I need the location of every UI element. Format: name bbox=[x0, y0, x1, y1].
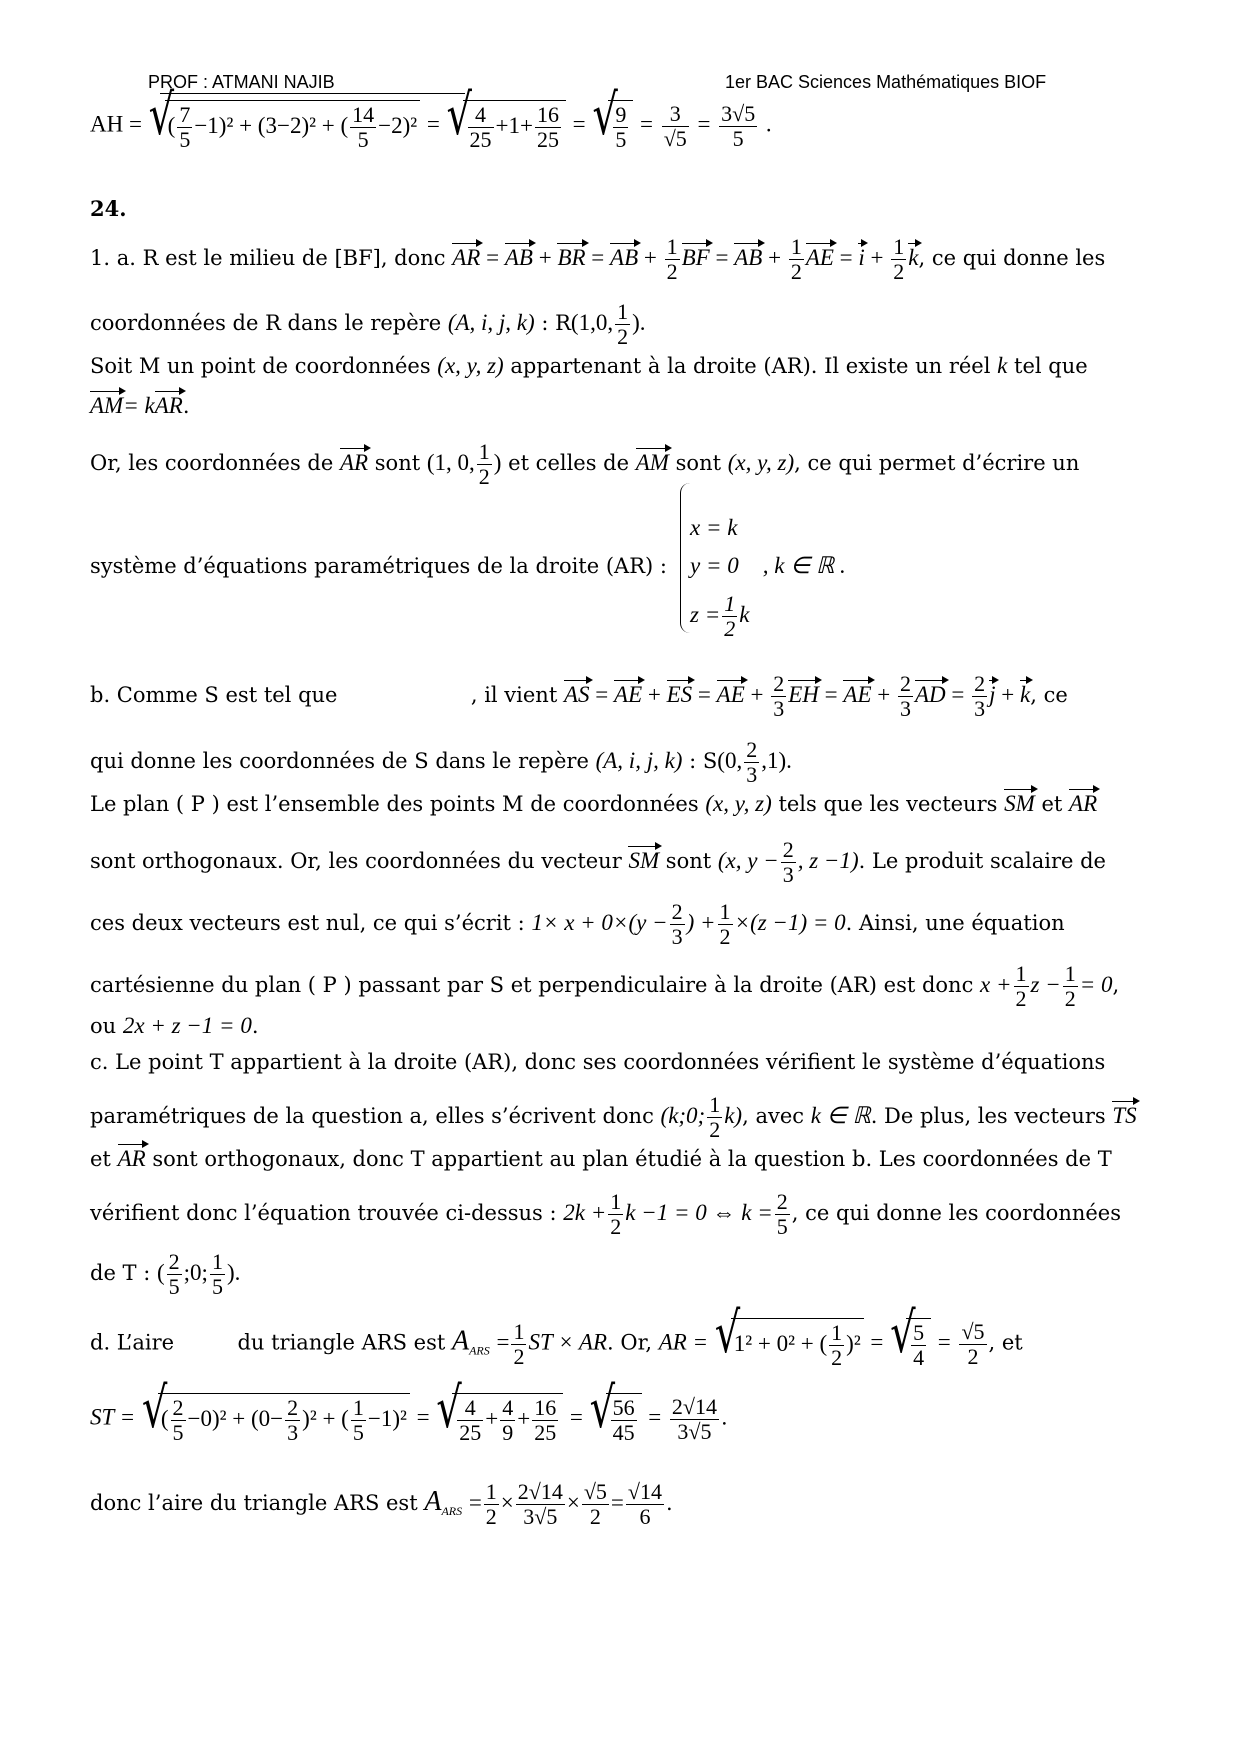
ah-equation: AH = √ ( $\frac{7}{5}$ −1)² + (3−2)² + ( $\frac{14}{5}$ −2)² = √ $\frac{4}{25}$ +1+ $\frac{16}{25}$ = √ $\frac{9}{5}$ = $\frac{3}{√5}$ = $\frac{3√5}{5}$ . bbox=[90, 100, 772, 152]
ah-sqrt: √ ( $\frac{7}{5}$ −1)² + (3−2)² + ( $\frac{14}{5}$ −2)² bbox=[149, 100, 421, 152]
pc-line1: c. Le point T appartient à la droite (AR), donc ses coordonnées vérifient le système d’équations bbox=[90, 1050, 1106, 1074]
pb-line5: ces deux vecteurs est nul, ce qui s’écrit : 1× x + 0×(y − $\frac{2}{3}$ ) + $\frac{1}{2}$ ×(z −1) = 0. Ainsi, une équation bbox=[90, 899, 1065, 949]
pb-line7: ou 2x + z −1 = 0. bbox=[90, 1013, 259, 1038]
system-eq2: y = 0 , k ∈ ℝ . bbox=[690, 553, 846, 578]
pb-line1: b. Comme S est tel que , il vient AS = AE + ES = AE + $\frac{2}{3}$ EH = AE + $\frac{2}{3}$ AD = $\frac{2}{3}$ j + k, ce bbox=[90, 671, 1068, 721]
pb-line2: qui donne les coordonnées de S dans le repère (A, i, j, k) : S(0, $\frac{2}{3}$ ,1). bbox=[90, 737, 792, 787]
p1a-line5: Or, les coordonnées de AR sont (1, 0, $\frac{1}{2}$ ) et celles de AM sont (x, y, z), ce qui permet d’écrire un bbox=[90, 439, 1080, 489]
pc-line5: de T : ( $\frac{2}{5}$ ;0; $\frac{1}{5}$ ). bbox=[90, 1249, 241, 1299]
header-course: 1er BAC Sciences Mathématiques BIOF bbox=[725, 72, 1047, 92]
pd-line2: ST = √ ( $\frac{2}{5}$ −0)² + (0− $\frac{2}{3}$ )² + ( $\frac{1}{5}$ −1)² = √ $\frac{4}{25}$ + $\frac{4}{9}$ + $\frac{16}{25}$ = √ $\frac{56}{45}$ = $\frac{2√14}{3√5}$ . bbox=[90, 1393, 728, 1445]
pb-line4: sont orthogonaux. Or, les coordonnées du vecteur SM sont (x, y − $\frac{2}{3}$ , z −1). Le produit scalaire de bbox=[90, 837, 1106, 887]
p1a-line3: Soit M un point de coordonnées (x, y, z) appartenant à la droite (AR). Il existe un réel k tel que bbox=[90, 353, 1088, 378]
pc-line2: paramétriques de la question a, elles s’écrivent donc (k;0; $\frac{1}{2}$ k), avec k ∈ ℝ. De plus, les vecteurs TS bbox=[90, 1092, 1137, 1142]
system-eq1: x = k bbox=[690, 515, 738, 540]
p1a-line1: 1. a. R est le milieu de [BF], donc AR = AB + BR = AB + $\frac{1}{2}$ BF = AB + $\frac{1}{2}$ AE = i + $\frac{1}{2}$ k, ce qui donne les bbox=[90, 234, 1106, 284]
pd-line1: d. L’aire du triangle ARS est $A_{ARS}$ = $\frac{1}{2}$ ST × AR. Or, AR = √ 1² + 0² + ( $\frac{1}{2}$ )² = √ $\frac{5}{4}$ = $\frac{√5}{2}$ , et bbox=[90, 1318, 1023, 1370]
pd-line3: donc l’aire du triangle ARS est $A_{ARS}$ = $\frac{1}{2}$ × $\frac{2√14}{3√5}$ × $\frac{√5}{2}$ = $\frac{√14}{6}$ . bbox=[90, 1479, 673, 1529]
section-number: 24. bbox=[90, 196, 127, 221]
header-rule bbox=[160, 93, 465, 94]
p1a-line4: AM= kAR. bbox=[90, 393, 190, 418]
pc-line3: et AR sont orthogonaux, donc T appartient au plan étudié à la question b. Les coordonnées de T bbox=[90, 1146, 1112, 1171]
p1a-line2: coordonnées de R dans le repère (A, i, j, k) : R(1,0, $\frac{1}{2}$ ). bbox=[90, 299, 646, 349]
system-intro: système d’équations paramétriques de la droite (AR) : bbox=[90, 554, 667, 578]
system-eq3: z = $\frac{1}{2}$ k bbox=[690, 591, 750, 641]
header-author: PROF : ATMANI NAJIB bbox=[148, 72, 335, 92]
pc-line4: vérifient donc l’équation trouvée ci-dessus : 2k + $\frac{1}{2}$ k −1 = 0 ⇔ k = $\frac{2}{5}$ , ce qui donne les coordonnées bbox=[90, 1189, 1121, 1239]
pb-line3: Le plan ( P ) est l’ensemble des points M de coordonnées (x, y, z) tels que les vecteurs SM et AR bbox=[90, 791, 1098, 816]
pb-line6: cartésienne du plan ( P ) passant par S et perpendiculaire à la droite (AR) est donc x + $\frac{1}{2}$ z − $\frac{1}{2}$ = 0, bbox=[90, 961, 1120, 1011]
